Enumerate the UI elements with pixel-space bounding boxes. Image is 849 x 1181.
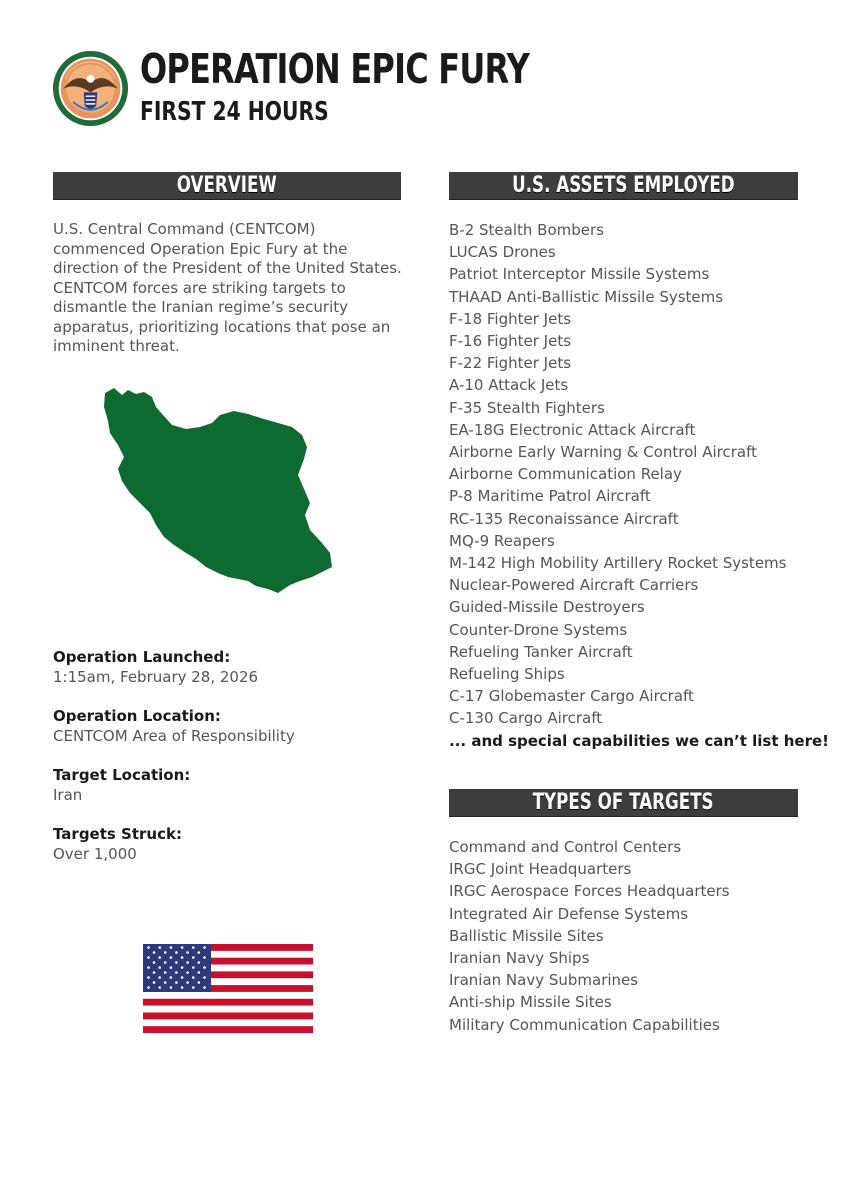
- assets-heading: [449, 172, 798, 200]
- fact-label: Operation Launched:: [53, 648, 231, 666]
- list-item: Nuclear-Powered Aircraft Carriers: [449, 576, 699, 595]
- list-item: Integrated Air Defense Systems: [449, 904, 689, 923]
- targets-list: [449, 836, 730, 1036]
- fact-targets-struck: [53, 824, 393, 864]
- list-item: Airborne Communication Relay: [449, 465, 682, 484]
- iran-map-image: [100, 385, 335, 595]
- list-item: F-16 Fighter Jets: [449, 332, 572, 351]
- targets-heading-label: TYPES OF TARGETS: [532, 789, 715, 815]
- list-item: F-22 Fighter Jets: [449, 354, 572, 373]
- list-item: Ballistic Missile Sites: [449, 926, 604, 945]
- list-item: RC-135 Reconaissance Aircraft: [449, 509, 679, 528]
- fact-operation-location: [53, 706, 393, 746]
- fact-operation-launched: [53, 647, 393, 687]
- fact-label: Targets Struck:: [53, 825, 182, 843]
- fact-target-location: [53, 765, 393, 805]
- list-item: M-142 High Mobility Artillery Rocket Systems: [449, 554, 787, 573]
- assets-heading-label: U.S. ASSETS EMPLOYED: [512, 172, 735, 198]
- list-item: P-8 Maritime Patrol Aircraft: [449, 487, 651, 506]
- list-item: Refueling Tanker Aircraft: [449, 642, 633, 661]
- list-item: IRGC Aerospace Forces Headquarters: [449, 882, 730, 901]
- list-item: EA-18G Electronic Attack Aircraft: [449, 420, 696, 439]
- list-item: Refueling Ships: [449, 665, 565, 684]
- overview-heading: [53, 172, 401, 200]
- list-item: Airborne Early Warning & Control Aircraft: [449, 443, 758, 462]
- fact-label: Target Location:: [53, 766, 191, 784]
- fact-value: Iran: [53, 786, 83, 804]
- fact-value: Over 1,000: [53, 845, 137, 863]
- targets-heading: [449, 789, 798, 817]
- special-capabilities-note: ... and special capabilities we can’t list here!: [449, 731, 830, 750]
- list-item: B-2 Stealth Bombers: [449, 221, 604, 239]
- centcom-seal-logo: [52, 50, 129, 127]
- list-item: Military Communication Capabilities: [449, 1015, 720, 1034]
- fact-label: Operation Location:: [53, 707, 221, 725]
- list-item: F-18 Fighter Jets: [449, 309, 572, 328]
- list-item: Anti-ship Missile Sites: [449, 993, 612, 1012]
- overview-heading-label: OVERVIEW: [176, 172, 278, 198]
- page-title: OPERATION EPIC FURY: [140, 45, 529, 93]
- fact-value: CENTCOM Area of Responsibility: [53, 727, 295, 745]
- list-item: C-17 Globemaster Cargo Aircraft: [449, 687, 694, 706]
- list-item: F-35 Stealth Fighters: [449, 398, 605, 417]
- list-item: Guided-Missile Destroyers: [449, 598, 645, 617]
- list-item: Patriot Interceptor Missile Systems: [449, 265, 710, 284]
- us-flag-image: [143, 944, 313, 1033]
- overview-text: U.S. Central Command (CENTCOM) commenced Operation Epic Fury at the direction of the President of the United States. CENTCOM forces are striking targets to dismantle the Iranian regime’s security apparatus, prioritizing locations that pose an imminent threat.: [53, 220, 402, 355]
- list-item: IRGC Joint Headquarters: [449, 860, 632, 879]
- fact-value: 1:15am, February 28, 2026: [53, 668, 259, 686]
- page-subtitle: FIRST 24 HOURS: [140, 97, 329, 127]
- list-item: C-130 Cargo Aircraft: [449, 709, 603, 728]
- operation-facts: [53, 647, 393, 883]
- list-item: Command and Control Centers: [449, 838, 682, 856]
- list-item: Iranian Navy Ships: [449, 949, 590, 968]
- list-item: LUCAS Drones: [449, 243, 556, 262]
- list-item: A-10 Attack Jets: [449, 376, 569, 395]
- list-item: THAAD Anti-Ballistic Missile Systems: [449, 287, 724, 306]
- list-item: MQ-9 Reapers: [449, 531, 555, 550]
- assets-list: [449, 219, 829, 752]
- list-item: Counter-Drone Systems: [449, 620, 628, 639]
- list-item: Iranian Navy Submarines: [449, 971, 639, 990]
